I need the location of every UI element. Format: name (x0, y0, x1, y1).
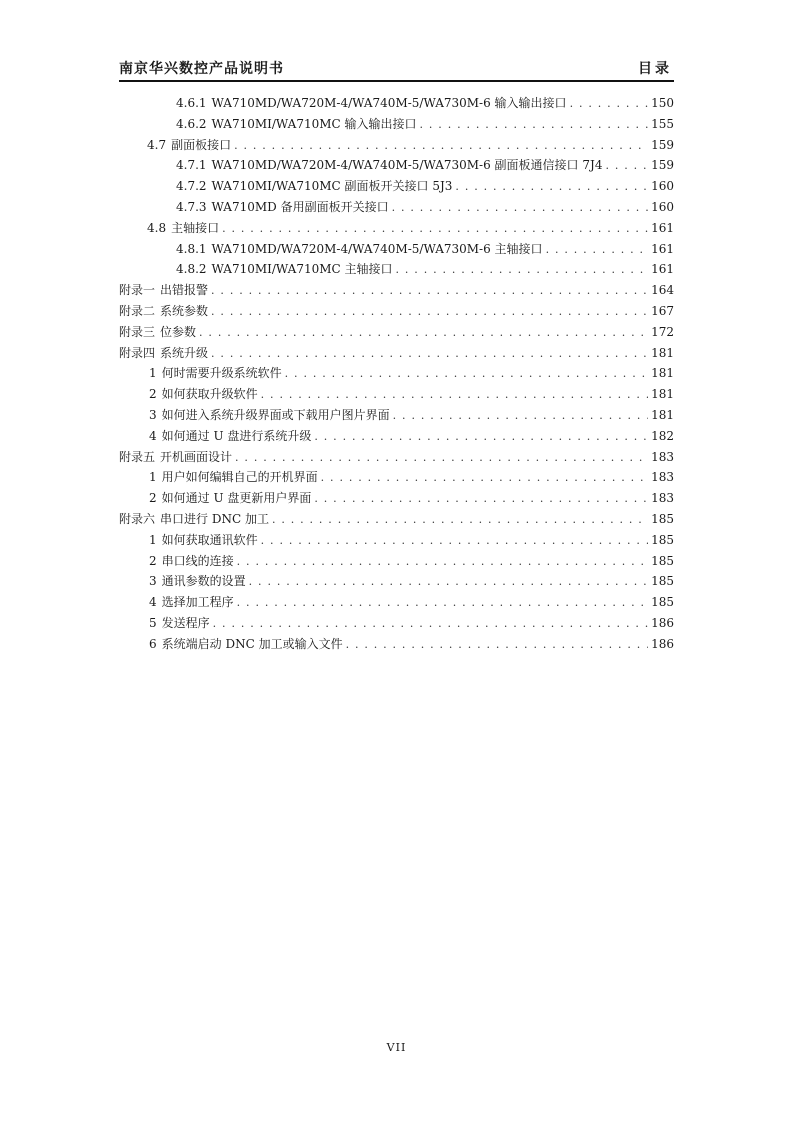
toc-entry-number: 4.7.3 (176, 199, 207, 214)
toc-entry-number: 4 (149, 428, 157, 443)
toc-entry-title: WA710MI/WA710MC 主轴接口 (211, 262, 393, 277)
toc-dot-leader (211, 344, 648, 365)
toc-entry-number: 附录四 (119, 345, 156, 360)
toc-entry-title: 如何获取通讯软件 (161, 532, 258, 547)
toc-entry[interactable] (119, 114, 674, 135)
toc-entry[interactable] (119, 447, 674, 468)
toc-entry-title: 如何通过 U 盘更新用户界面 (161, 491, 312, 506)
toc-entry-page: 185 (651, 553, 674, 568)
toc-entry-number: 附录三 (119, 324, 156, 339)
section-title: 目录 (638, 61, 672, 77)
toc-entry-title: 发送程序 (161, 615, 210, 630)
toc-entry-title: 副面板接口 (171, 137, 232, 152)
toc-entry[interactable] (119, 467, 674, 488)
toc-entry-page: 181 (651, 387, 674, 402)
toc-entry-title: 何时需要升级系统软件 (161, 366, 282, 381)
toc-dot-leader (211, 281, 648, 302)
toc-entry-number: 3 (149, 407, 157, 422)
toc-dot-leader (393, 406, 648, 427)
toc-entry[interactable] (119, 530, 674, 551)
toc-entry-title: WA710MD/WA720M-4/WA740M-5/WA730M-6 输入输出接口 (211, 96, 567, 110)
toc-entry-page: 183 (651, 470, 674, 485)
toc-entry[interactable] (119, 176, 674, 197)
toc-dot-leader (396, 260, 649, 281)
toc-entry[interactable] (119, 363, 674, 384)
toc-entry[interactable] (119, 155, 674, 176)
table-of-contents (119, 93, 674, 655)
toc-dot-leader (237, 593, 648, 614)
toc-entry-number: 4.6.2 (176, 116, 207, 131)
toc-entry-number: 4.7 (147, 137, 167, 152)
toc-entry-title: 如何通过 U 盘进行系统升级 (161, 428, 312, 443)
toc-entry[interactable] (119, 259, 674, 280)
toc-entry[interactable] (119, 634, 674, 655)
toc-entry-page: 182 (651, 428, 674, 443)
toc-dot-leader (261, 385, 648, 406)
toc-entry[interactable] (119, 426, 674, 447)
toc-entry-title: 用户如何编辑自己的开机界面 (161, 470, 318, 485)
toc-dot-leader (272, 510, 648, 531)
toc-entry-page: 186 (651, 636, 674, 651)
page-number: VII (386, 1041, 407, 1054)
toc-entry-page: 186 (651, 615, 674, 630)
toc-entry-page: 159 (651, 137, 674, 152)
toc-entry-number: 4.7.2 (176, 179, 207, 194)
toc-entry-page: 150 (651, 96, 674, 110)
toc-entry-page: 161 (651, 241, 674, 256)
toc-entry-number: 3 (149, 574, 157, 589)
toc-dot-leader (570, 94, 649, 115)
toc-entry-title: 系统端启动 DNC 加工或输入文件 (161, 636, 343, 651)
toc-dot-leader (213, 614, 648, 635)
toc-entry[interactable] (119, 135, 674, 156)
toc-entry-title: WA710MD 备用副面板开关接口 (211, 199, 389, 214)
toc-entry-page: 161 (651, 220, 674, 235)
toc-entry-number: 4.7.1 (176, 158, 207, 173)
toc-entry-page: 183 (651, 491, 674, 506)
toc-entry-number: 6 (149, 636, 157, 651)
toc-dot-leader (605, 156, 648, 177)
toc-entry[interactable] (119, 551, 674, 572)
toc-entry-page: 185 (651, 511, 674, 526)
toc-dot-leader (392, 198, 649, 219)
toc-entry-page: 181 (651, 407, 674, 422)
toc-entry-page: 160 (651, 179, 674, 194)
toc-entry-title: 出错报警 (160, 283, 209, 298)
toc-entry-number: 附录一 (119, 283, 156, 298)
toc-dot-leader (546, 240, 649, 261)
toc-entry-page: 185 (651, 532, 674, 547)
toc-entry[interactable] (119, 384, 674, 405)
toc-entry-number: 4.6.1 (176, 96, 207, 110)
toc-entry-page: 181 (651, 345, 674, 360)
toc-dot-leader (314, 427, 648, 448)
toc-entry-title: 通讯参数的设置 (161, 574, 246, 589)
toc-dot-leader (249, 572, 648, 593)
toc-entry-number: 2 (149, 491, 157, 506)
toc-dot-leader (237, 552, 648, 573)
toc-entry-number: 附录二 (119, 303, 156, 318)
toc-entry[interactable] (119, 197, 674, 218)
toc-dot-leader (285, 364, 648, 385)
toc-entry-page: 181 (651, 366, 674, 381)
toc-dot-leader (222, 219, 648, 240)
toc-dot-leader (234, 136, 648, 157)
toc-entry[interactable] (119, 301, 674, 322)
toc-dot-leader (235, 448, 648, 469)
toc-dot-leader (346, 635, 649, 656)
toc-entry-title: 系统升级 (160, 345, 209, 360)
toc-entry-number: 4.8.2 (176, 262, 207, 277)
toc-entry-number: 4.8.1 (176, 241, 207, 256)
toc-entry-number: 附录五 (119, 449, 156, 464)
toc-entry[interactable] (119, 239, 674, 260)
toc-entry-page: 155 (651, 116, 674, 131)
toc-entry-title: 选择加工程序 (161, 595, 234, 610)
toc-entry-page: 185 (651, 574, 674, 589)
toc-entry-title: 系统参数 (160, 303, 209, 318)
toc-entry-number: 2 (149, 387, 157, 402)
toc-entry-number: 5 (149, 615, 157, 630)
toc-entry-number: 1 (149, 470, 157, 485)
toc-entry[interactable] (119, 488, 674, 509)
toc-dot-leader (211, 302, 648, 323)
toc-dot-leader (321, 468, 648, 489)
toc-entry-page: 161 (651, 262, 674, 277)
toc-entry[interactable] (119, 613, 674, 634)
toc-entry-title: 串口线的连接 (161, 553, 234, 568)
toc-entry-title: WA710MD/WA720M-4/WA740M-5/WA730M-6 主轴接口 (211, 241, 543, 256)
toc-entry[interactable] (119, 571, 674, 592)
toc-entry-title: 串口进行 DNC 加工 (160, 511, 269, 526)
toc-entry-title: 位参数 (160, 324, 197, 339)
toc-entry-page: 185 (651, 595, 674, 610)
toc-dot-leader (455, 177, 648, 198)
toc-entry[interactable] (119, 509, 674, 530)
page-header (119, 56, 674, 82)
toc-dot-leader (199, 323, 648, 344)
toc-dot-leader (420, 115, 649, 136)
toc-entry[interactable] (119, 343, 674, 364)
toc-entry-page: 167 (651, 303, 674, 318)
toc-entry-title: WA710MI/WA710MC 副面板开关接口 5J3 (211, 179, 453, 194)
toc-entry-number: 1 (149, 366, 157, 381)
toc-entry-number: 1 (149, 532, 157, 547)
toc-entry-title: 如何获取升级软件 (161, 387, 258, 402)
toc-entry-number: 4.8 (147, 220, 167, 235)
toc-entry-number: 4 (149, 595, 157, 610)
toc-dot-leader (261, 531, 648, 552)
document-title: 南京华兴数控产品说明书 (119, 61, 284, 77)
toc-entry-title: 开机画面设计 (160, 449, 233, 464)
toc-entry-title: WA710MD/WA720M-4/WA740M-5/WA730M-6 副面板通信接口 7J4 (211, 158, 603, 173)
toc-entry-page: 172 (651, 324, 674, 339)
toc-dot-leader (314, 489, 648, 510)
toc-entry-page: 183 (651, 449, 674, 464)
toc-entry-title: 主轴接口 (171, 220, 220, 235)
toc-entry-number: 附录六 (119, 511, 156, 526)
toc-entry[interactable] (119, 218, 674, 239)
toc-entry[interactable] (119, 280, 674, 301)
toc-entry-title: 如何进入系统升级界面或下载用户图片界面 (161, 407, 390, 422)
toc-entry-page: 164 (651, 283, 674, 298)
toc-entry[interactable] (119, 322, 674, 343)
toc-entry-title: WA710MI/WA710MC 输入输出接口 (211, 116, 417, 131)
toc-entry[interactable] (119, 93, 674, 114)
toc-entry[interactable] (119, 405, 674, 426)
toc-entry-page: 160 (651, 199, 674, 214)
toc-entry[interactable] (119, 592, 674, 613)
toc-entry-page: 159 (651, 158, 674, 173)
toc-entry-number: 2 (149, 553, 157, 568)
